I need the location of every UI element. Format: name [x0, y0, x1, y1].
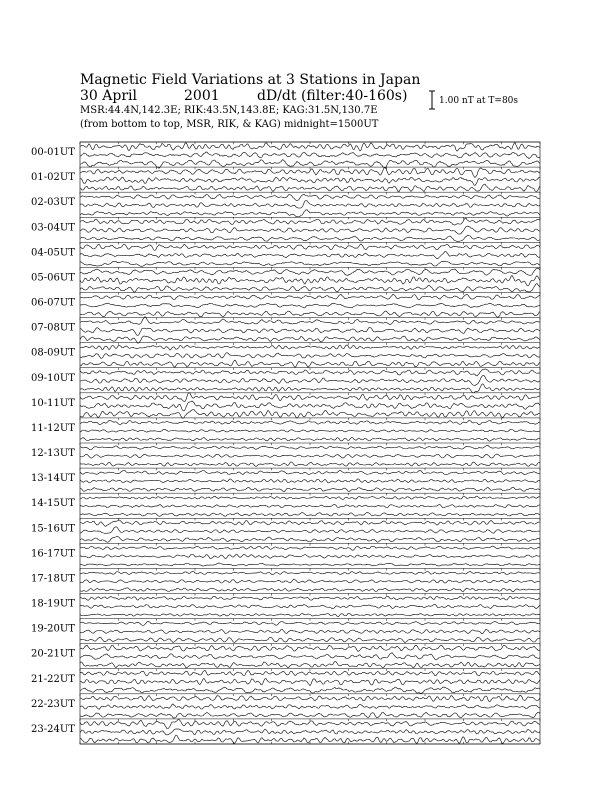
trace-rik	[80, 554, 540, 558]
hour-label: 08-09UT	[31, 347, 75, 359]
trace-kag	[80, 244, 540, 250]
hour-label: 07-08UT	[31, 322, 75, 334]
trace-rik	[80, 303, 540, 308]
trace-rik	[80, 527, 540, 534]
trace-msr	[80, 462, 540, 466]
hour-label: 17-18UT	[31, 573, 75, 585]
hour-label: 11-12UT	[31, 422, 75, 434]
hour-label: 03-04UT	[31, 222, 75, 234]
hour-label: 09-10UT	[31, 372, 75, 384]
trace-kag	[80, 294, 540, 299]
hour-label: 13-14UT	[31, 473, 75, 485]
trace-kag	[80, 670, 540, 676]
trace-kag	[80, 445, 540, 449]
trace-msr	[80, 613, 540, 616]
trace-msr	[80, 563, 540, 566]
hour-label: 19-20UT	[31, 623, 75, 635]
hour-label: 05-06UT	[31, 272, 75, 284]
trace-rik	[80, 226, 540, 234]
trace-rik	[80, 275, 540, 285]
date-label: 30 April	[80, 88, 137, 104]
trace-msr	[80, 311, 540, 317]
trace-msr	[80, 661, 540, 667]
trace-msr	[80, 336, 540, 343]
trace-rik	[80, 454, 540, 458]
trace-rik	[80, 353, 540, 359]
scale-label: 1.00 nT at T=80s	[439, 96, 519, 106]
trace-msr	[80, 384, 540, 393]
order-line: (from bottom to top, MSR, RIK, & KAG) midnight=1500UT	[80, 119, 379, 130]
trace-msr	[80, 588, 540, 592]
trace-msr	[80, 637, 540, 642]
trace-kag	[80, 471, 540, 475]
trace-kag	[80, 546, 540, 550]
trace-msr	[80, 512, 540, 516]
trace-rik	[80, 729, 540, 735]
trace-kag	[80, 520, 540, 526]
hour-label: 06-07UT	[31, 297, 75, 309]
stations-line: MSR:44.4N,142.3E; RIK:43.5N,143.8E; KAG:31.5N,130.7E	[80, 105, 378, 116]
trace-rik	[80, 479, 540, 483]
hour-label: 20-21UT	[31, 648, 75, 660]
trace-msr	[80, 410, 540, 419]
year-label: 2001	[184, 88, 220, 104]
trace-rik	[80, 579, 540, 583]
trace-rik	[80, 678, 540, 685]
filter-label: dD/dt (filter:40-160s)	[257, 88, 408, 104]
trace-msr	[80, 210, 540, 217]
hour-label: 00-01UT	[31, 147, 75, 158]
hour-label: 15-16UT	[31, 523, 75, 535]
trace-kag	[80, 645, 540, 651]
trace-rik	[80, 375, 540, 385]
trace-rik	[80, 704, 540, 709]
trace-kag	[80, 194, 540, 200]
hour-label: 22-23UT	[31, 698, 75, 710]
trace-msr	[80, 487, 540, 491]
trace-rik	[80, 429, 540, 432]
trace-msr	[80, 437, 540, 441]
trace-msr	[80, 184, 540, 192]
trace-kag	[80, 571, 540, 574]
trace-rik	[80, 152, 540, 159]
trace-rik	[80, 604, 540, 608]
hour-label: 14-15UT	[31, 498, 75, 510]
trace-msr	[80, 687, 540, 693]
chart-title: Magnetic Field Variations at 3 Stations in Japan	[80, 72, 421, 88]
hour-label: 23-24UT	[31, 723, 75, 735]
trace-rik	[80, 629, 540, 634]
trace-rik	[80, 401, 540, 411]
trace-rik	[80, 504, 540, 507]
trace-kag	[80, 622, 540, 626]
trace-kag	[80, 420, 540, 425]
trace-msr	[80, 261, 540, 266]
hour-label: 12-13UT	[31, 448, 75, 459]
trace-msr	[80, 537, 540, 543]
hour-label: 04-05UT	[31, 247, 75, 259]
trace-rik	[80, 200, 540, 208]
trace-kag	[80, 496, 540, 499]
trace-rik	[80, 252, 540, 259]
hour-label: 21-22UT	[31, 673, 75, 685]
trace-kag	[80, 695, 540, 701]
trace-msr	[80, 360, 540, 367]
hour-label: 01-02UT	[31, 172, 75, 184]
trace-rik	[80, 653, 540, 660]
trace-msr	[80, 235, 540, 241]
hour-label: 16-17UT	[31, 548, 75, 560]
hour-label: 18-19UT	[31, 598, 75, 610]
trace-rik	[80, 177, 540, 185]
trace-kag	[80, 596, 540, 600]
trace-rik	[80, 328, 540, 336]
trace-msr	[80, 712, 540, 718]
hour-label: 02-03UT	[31, 197, 75, 209]
trace-msr	[80, 284, 540, 293]
trace-kag	[80, 345, 540, 350]
hour-label: 10-11UT	[31, 397, 75, 409]
